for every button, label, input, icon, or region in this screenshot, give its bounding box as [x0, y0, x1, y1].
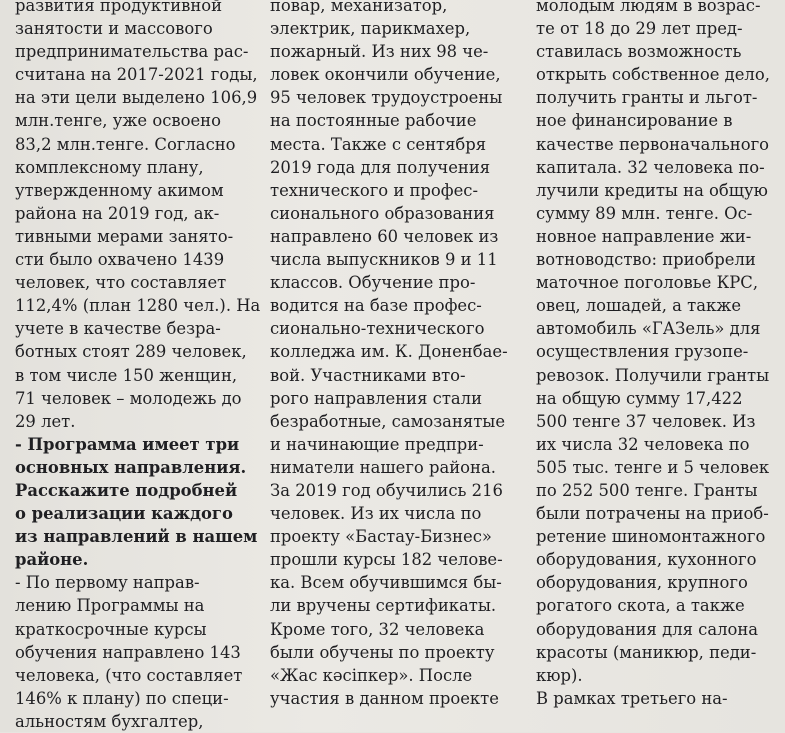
article-text-line: ревозок. Получили гранты [536, 365, 770, 385]
article-text-line: автомобиль «ГАЗель» для [536, 319, 761, 339]
article-text-line: безработные, самозанятые [270, 411, 506, 431]
article-text-line: и начинающие предпри- [270, 434, 484, 454]
article-text-line: 71 человек – молодежь до [15, 388, 242, 408]
article-text-line: прошли курсы 182 челове- [270, 550, 503, 570]
article-text-line: 112,4% (план 1280 чел.). На [15, 296, 261, 316]
article-text-line: новное направление жи- [536, 226, 752, 246]
article-text-line: Кроме того, 32 человека [270, 619, 485, 639]
article-text-line: рого направления стали [270, 388, 483, 408]
article-text-line: 505 тыс. тенге и 5 человек [536, 457, 770, 477]
article-text-line: учете в качестве безра- [15, 319, 221, 339]
article-text-line: ботных стоят 289 человек, [15, 342, 247, 362]
article-text-line: оборудования для салона [536, 619, 759, 639]
article-column-3 [536, 0, 780, 710]
interview-question-line: основных направления. [15, 457, 247, 477]
article-text-line: электрик, парикмахер, [270, 19, 471, 39]
article-text-line: человек. Из их числа по [270, 504, 482, 524]
article-column-2 [270, 0, 522, 710]
article-text-line: ниматели нашего района. [270, 457, 496, 477]
article-text-line: в том числе 150 женщин, [15, 365, 238, 385]
interview-question-line: районе. [15, 550, 89, 570]
article-text-line: открыть собственное дело, [536, 65, 770, 85]
article-text-line: технического и профес- [270, 180, 479, 200]
article-text-line: ловек окончили обучение, [270, 65, 501, 85]
article-text-line: оборудования, крупного [536, 573, 748, 593]
article-text-line: были обучены по проекту [270, 642, 495, 662]
article-text-line: считана на 2017-2021 годы, [15, 65, 258, 85]
article-text-line: направлено 60 человек из [270, 226, 499, 246]
article-text-line: утвержденному акимом [15, 180, 224, 200]
article-text-line: красоты (маникюр, педи- [536, 642, 757, 662]
article-text-line: предпринимательства рас- [15, 42, 249, 62]
interview-question-line: из направлений в нашем [15, 527, 258, 547]
article-text-line: занятости и массового [15, 19, 213, 39]
interview-question-line: - Программа имеет три [15, 434, 240, 454]
article-text-line: рогатого скота, а также [536, 596, 745, 616]
article-text-line: молодым людям в возрас- [536, 0, 761, 15]
article-text-line: комплексному плану, [15, 157, 204, 177]
interview-question-line: Расскажите подробней [15, 480, 238, 500]
article-text-line: качестве первоначального [536, 134, 770, 154]
article-text-line: 29 лет. [15, 411, 76, 431]
article-text-line: сти было охвачено 1439 [15, 250, 225, 270]
article-text-line: 2019 года для получения [270, 157, 491, 177]
article-text-line: их числа 32 человека по [536, 434, 750, 454]
article-text-line: лучили кредиты на общую [536, 180, 768, 200]
article-text-line: «Жас кәсіпкер». После [270, 665, 473, 685]
article-text-line: развития продуктивной [15, 0, 223, 15]
article-text-line: 95 человек трудоустроены [270, 88, 503, 108]
article-text-line: 500 тенге 37 человек. Из [536, 411, 756, 431]
article-text-line: краткосрочные курсы [15, 619, 207, 639]
article-text-line: В рамках третьего на- [536, 688, 728, 708]
interview-question-line: о реализации каждого [15, 504, 233, 524]
article-text-line: были потрачены на приоб- [536, 504, 769, 524]
article-text-line: тивными мерами занято- [15, 226, 234, 246]
article-column-1 [15, 0, 263, 733]
article-text-line: на постоянные рабочие [270, 111, 477, 131]
article-text-line: числа выпускников 9 и 11 [270, 250, 498, 270]
article-text-line: на общую сумму 17,422 [536, 388, 743, 408]
article-text-line: млн.тенге, уже освоено [15, 111, 221, 131]
article-text-line: проекту «Бастау-Бизнес» [270, 527, 492, 547]
article-text-line: получить гранты и льгот- [536, 88, 758, 108]
article-text-line: сионального образования [270, 203, 495, 223]
article-text-line: овец, лошадей, а также [536, 296, 742, 316]
article-text-line: 83,2 млн.тенге. Согласно [15, 134, 236, 154]
article-text-line: сионально-технического [270, 319, 485, 339]
article-text-line: колледжа им. К. Доненбае- [270, 342, 508, 362]
article-text-line: человека, (что составляет [15, 665, 243, 685]
article-text-line: маточное поголовье КРС, [536, 273, 759, 293]
article-text-line: - По первому направ- [15, 573, 200, 593]
article-text-line: места. Также с сентября [270, 134, 487, 154]
article-text-line: ретение шиномонтажного [536, 527, 766, 547]
article-text-line: капитала. 32 человека по- [536, 157, 765, 177]
article-text-line: кюр). [536, 665, 583, 685]
article-text-line: ка. Всем обучившимся бы- [270, 573, 502, 593]
article-text-line: участия в данном проекте [270, 688, 499, 708]
article-text-line: водится на базе профес- [270, 296, 482, 316]
article-text-line: ставилась возможность [536, 42, 742, 62]
article-text-line: За 2019 год обучились 216 [270, 480, 503, 500]
article-text-line: человек, что составляет [15, 273, 227, 293]
article-text-line: ное финансирование в [536, 111, 733, 131]
article-text-line: классов. Обучение про- [270, 273, 476, 293]
article-text-line: по 252 500 тенге. Гранты [536, 480, 758, 500]
article-text-line: оборудования, кухонного [536, 550, 757, 570]
article-text-line: вотноводство: приобрели [536, 250, 756, 270]
article-text-line: ли вручены сертификаты. [270, 596, 497, 616]
article-text-line: повар, механизатор, [270, 0, 448, 15]
article-text-line: сумму 89 млн. тенге. Ос- [536, 203, 753, 223]
article-text-line: пожарный. Из них 98 че- [270, 42, 489, 62]
article-text-line: района на 2019 год, ак- [15, 203, 220, 223]
article-text-line: лению Программы на [15, 596, 205, 616]
article-text-line: 146% к плану) по специ- [15, 688, 229, 708]
article-text-line: те от 18 до 29 лет пред- [536, 19, 743, 39]
article-text-line: осуществления грузопе- [536, 342, 749, 362]
article-text-line: на эти цели выделено 106,9 [15, 88, 258, 108]
article-text-line: обучения направлено 143 [15, 642, 241, 662]
article-text-line: альностям бухгалтер, [15, 711, 204, 731]
article-text-line: вой. Участниками вто- [270, 365, 466, 385]
